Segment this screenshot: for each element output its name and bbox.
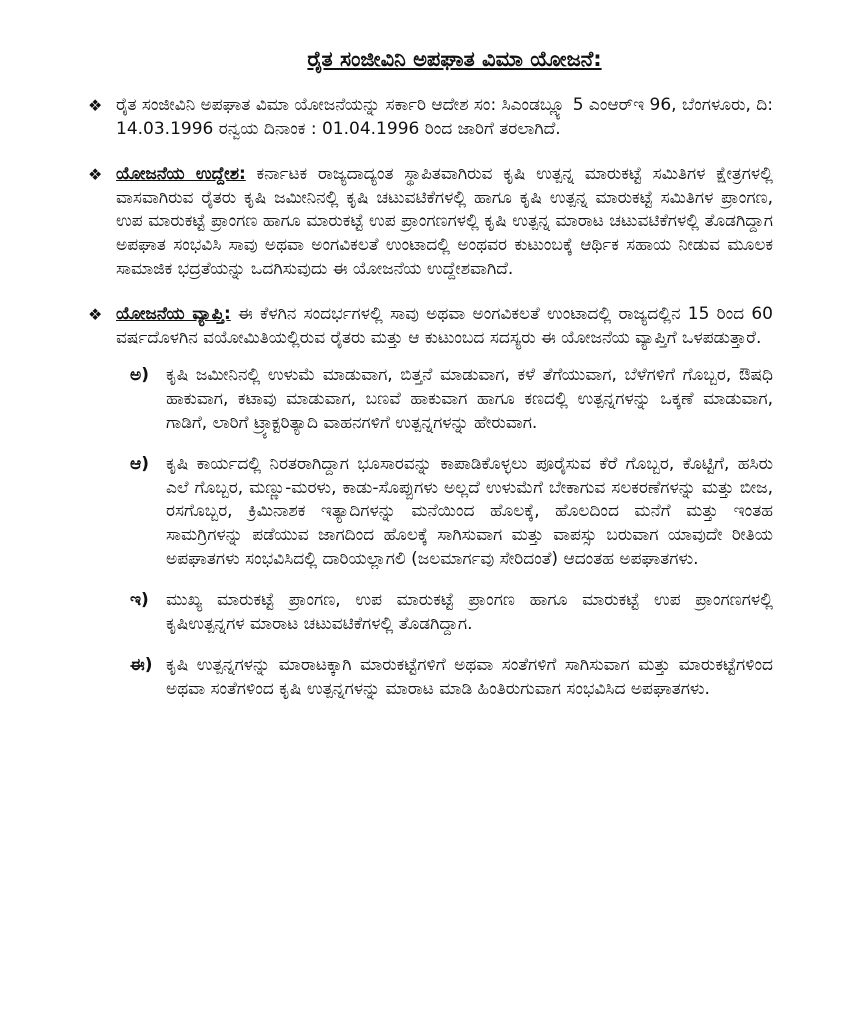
sub-item-aa [130, 453, 773, 571]
sub-item-i [130, 589, 773, 636]
objective-text: ಕರ್ನಾಟಕ ರಾಜ್ಯದಾದ್ಯಂತ ಸ್ಥಾಪಿತವಾಗಿರುವ ಕೃಷಿ ಉತ್ಪನ್ನ ಮಾರುಕಟ್ಟೆ ಸಮಿತಿಗಳ ಕ್ಷೇತ್ರಗಳಲ್ಲಿ ವಾಸವಾಗಿರುವ ರೈತರು ಕೃಷಿ ಜಮೀನಿನಲ್ಲಿ ಕೃಷಿ ಚಟುವಟಿಕೆಗಳಲ್ಲಿ ಹಾಗೂ ಕೃಷಿ ಉತ್ಪನ್ನ ಮಾರುಕಟ್ಟೆ ಸಮಿತಿಗಳ ಪ್ರಾಂಗಣ, ಉಪ ಮಾರುಕಟ್ಟೆ ಪ್ರಾಂಗಣ ಹಾಗೂ ಮಾರುಕಟ್ಟೆ ಉಪ ಪ್ರಾಂಗಣಗಳಲ್ಲಿ ಕೃಷಿ ಉತ್ಪನ್ನ ಮಾರಾಟ ಚಟುವಟಿಕೆಗಳಲ್ಲಿ ತೊಡಗಿದ್ದಾಗ ಅಪಘಾತ ಸಂಭವಿಸಿ ಸಾವು ಅಥವಾ ಅಂಗವಿಕಲತೆ ಉಂಟಾದಲ್ಲಿ ಅಂಥವರ ಕುಟುಂಬಕ್ಕೆ ಆರ್ಥಿಕ ಸಹಾಯ ನೀಡುವ ಮೂಲಕ ಸಾಮಾಜಿಕ ಭದ್ರತೆಯನ್ನು ಒದಗಿಸುವುದು ಈ ಯೋಜನೆಯ ಉದ್ದೇಶವಾಗಿದೆ. [116, 164, 773, 279]
sub-item-text: ಮುಖ್ಯ ಮಾರುಕಟ್ಟೆ ಪ್ರಾಂಗಣ, ಉಪ ಮಾರುಕಟ್ಟೆ ಪ್ರಾಂಗಣ ಹಾಗೂ ಮಾರುಕಟ್ಟೆ ಉಪ ಪ್ರಾಂಗಣಗಳಲ್ಲಿ ಕೃಷಿಉತ್ಪನ್ನಗಳ ಮಾರಾಟ ಚಟುವಟಿಕೆಗಳಲ್ಲಿ ತೊಡಗಿದ್ದಾಗ. [166, 590, 773, 634]
objective-paragraph [88, 163, 773, 281]
intro-paragraph [88, 94, 773, 141]
scope-text: ಈ ಕೆಳಗಿನ ಸಂದರ್ಭಗಳಲ್ಲಿ ಸಾವು ಅಥವಾ ಅಂಗವಿಕಲತೆ ಉಂಟಾದಲ್ಲಿ ರಾಜ್ಯದಲ್ಲಿನ 15 ರಿಂದ 60 ವರ್ಷದೊಳಗಿನ ವಯೋಮಿತಿಯಲ್ಲಿರುವ ರೈತರು ಮತ್ತು ಆ ಕುಟುಂಬದ ಸದಸ್ಯರು ಈ ಯೋಜನೆಯ ವ್ಯಾಪ್ತಿಗೆ ಒಳಪಡುತ್ತಾರೆ. [116, 304, 774, 348]
sub-item-a [130, 364, 773, 435]
sub-item-marker: ಅ) [130, 365, 149, 386]
sub-item-text: ಕೃಷಿ ಕಾರ್ಯದಲ್ಲಿ ನಿರತರಾಗಿದ್ದಾಗ ಭೂಸಾರವನ್ನು ಕಾಪಾಡಿಕೊಳ್ಳಲು ಪೂರೈಸುವ ಕೆರೆ ಗೊಬ್ಬರ, ಕೊಟ್ಟಿಗೆ, ಹಸಿರು ಎಲೆ ಗೊಬ್ಬರ, ಮಣ್ಣು-ಮರಳು, ಕಾಡು-ಸೊಪ್ಪುಗಳು ಅಲ್ಲದೆ ಉಳುಮೆಗೆ ಬೇಕಾಗುವ ಸಲಕರಣೆಗಳನ್ನು ಮತ್ತು ಬೀಜ, ರಸಗೊಬ್ಬರ, ಕ್ರಿಮಿನಾಶಕ ಇತ್ಯಾದಿಗಳನ್ನು ಮನೆಯಿಂದ ಹೊಲಕ್ಕೆ, ಹೊಲದಿಂದ ಮನೆಗೆ ಮತ್ತು ಇಂತಹ ಸಾಮಗ್ರಿಗಳನ್ನು ಪಡೆಯುವ ಜಾಗದಿಂದ ಹೊಲಕ್ಕೆ ಸಾಗಿಸುವಾಗ ಮತ್ತು ವಾಪಸ್ಸು ಬರುವಾಗ ಯಾವುದೇ ರೀತಿಯ ಅಪಘಾತಗಳು ಸಂಭವಿಸಿದಲ್ಲಿ ದಾರಿಯಲ್ಲಾಗಲಿ (ಜಲಮಾರ್ಗವು ಸೇರಿದಂತೆ) ಆದಂತಹ ಅಪಘಾತಗಳು. [166, 454, 773, 569]
scope-label: ಯೋಜನೆಯ ವ್ಯಾಪ್ತಿ: [116, 304, 231, 325]
sub-item-text: ಕೃಷಿ ಜಮೀನಿನಲ್ಲಿ ಉಳುಮೆ ಮಾಡುವಾಗ, ಬಿತ್ತನೆ ಮಾಡುವಾಗ, ಕಳೆ ತೆಗೆಯುವಾಗ, ಬೆಳೆಗಳಿಗೆ ಗೊಬ್ಬರ, ಔಷಧಿ ಹಾಕುವಾಗ, ಕಟಾವು ಮಾಡುವಾಗ, ಬಣವೆ ಹಾಕುವಾಗ ಹಾಗೂ ಕಣದಲ್ಲಿ ಉತ್ಪನ್ನಗಳನ್ನು ಒಕ್ಕಣೆ ಮಾಡುವಾಗ, ಗಾಡಿಗೆ, ಲಾರಿಗೆ ಟ್ರ್ಯಾಕ್ಟರಿತ್ಯಾದಿ ವಾಹನಗಳಿಗೆ ಉತ್ಪನ್ನಗಳನ್ನು ಹೇರುವಾಗ. [166, 365, 773, 433]
sub-item-ii [130, 654, 773, 701]
diamond-bullet-icon: ❖ [88, 96, 103, 115]
diamond-bullet-icon: ❖ [88, 165, 103, 185]
page-title: ರೈತ ಸಂಜೀವಿನಿ ಅಪಘಾತ ವಿಮಾ ಯೋಜನೆ: [307, 47, 602, 71]
diamond-bullet-icon: ❖ [88, 305, 103, 325]
sub-item-text: ಕೃಷಿ ಉತ್ಪನ್ನಗಳನ್ನು ಮಾರಾಟಕ್ಕಾಗಿ ಮಾರುಕಟ್ಟೆಗಳಿಗೆ ಅಥವಾ ಸಂತೆಗಳಿಗೆ ಸಾಗಿಸುವಾಗ ಮತ್ತು ಮಾರುಕಟ್ಟೆಗಳಿಂದ ಅಥವಾ ಸಂತೆಗಳಿಂದ ಕೃಷಿ ಉತ್ಪನ್ನಗಳನ್ನು ಮಾರಾಟ ಮಾಡಿ ಹಿಂತಿರುಗುವಾಗ ಸಂಭವಿಸಿದ ಅಪಘಾತಗಳು. [166, 655, 773, 699]
sub-item-marker: ಆ) [130, 454, 149, 475]
sub-item-marker: ಇ) [130, 590, 149, 611]
intro-text: ರೈತ ಸಂಜೀವಿನಿ ಅಪಘಾತ ವಿಮಾ ಯೋಜನೆಯನ್ನು ಸರ್ಕಾರಿ ಆದೇಶ ಸಂ: ಸಿಎಂಡಬ್ಲ್ಯೂ 5 ಎಂಆರ್‌ಇ 96, ಬೆಂಗಳೂರು, ದಿ: 14.03.1996 ರನ್ವಯ ದಿನಾಂಕ : 01.04.1996 ರಿಂದ ಜಾರಿಗೆ ತರಲಾಗಿದೆ. [116, 95, 773, 139]
objective-label: ಯೋಜನೆಯ ಉದ್ದೇಶ: [116, 164, 246, 185]
sub-item-marker: ಈ) [130, 655, 153, 676]
scope-paragraph [88, 303, 774, 350]
